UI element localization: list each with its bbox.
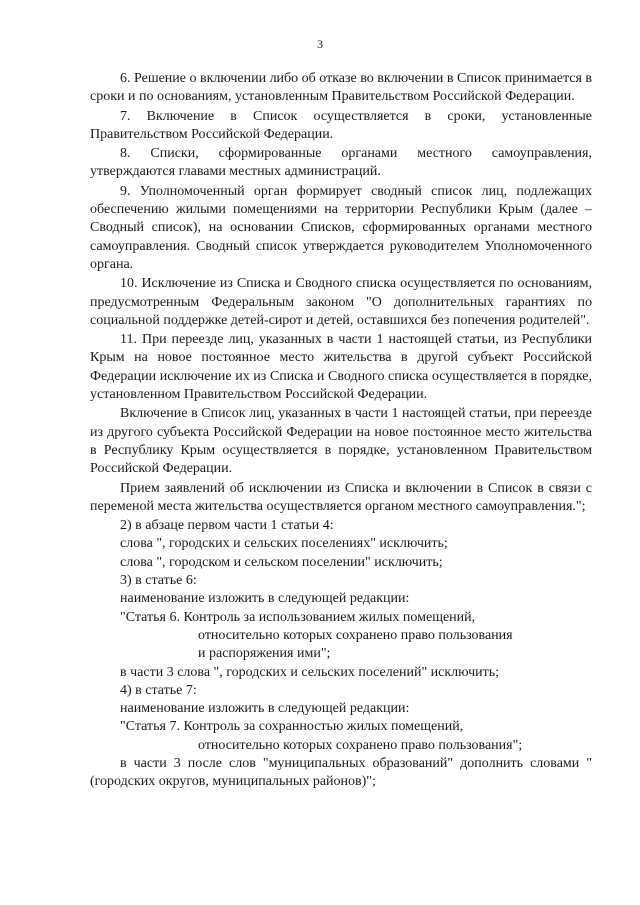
paragraph-item-7: 7. Включение в Список осуществляется в сроки, установленные Правительством Российской Федерации.	[90, 108, 592, 142]
amendment-line: в части 3 слова ", городских и сельских поселений" исключить;	[120, 664, 500, 680]
paragraph-item-9: 9. Уполномоченный орган формирует сводный список лиц, подлежащих обеспечению жилыми помещениями на территории Республики Крым (далее – Сводный список), на основании Списков, сформированных органами местного самоуправления. Сводный список утверждается руководителем Уполномоченного органа.	[90, 183, 592, 272]
page-number: 3	[317, 37, 323, 51]
amendment-line: слова ", городском и сельском поселении" исключить;	[120, 554, 443, 570]
paragraph-item-10: 10. Исключение из Списка и Сводного списка осуществляется по основаниям, предусмотренным Федеральным законом "О дополнительных гарантиях по социальной поддержке детей-сирот и детей, оставшихся без попечения родителей".	[90, 276, 592, 328]
paragraph-inclusion: Включение в Список лиц, указанных в части 1 настоящей статьи, при переезде из другого субъекта Российской Федерации на новое постоянное место жительства в Республику Крым осуществляется в порядке, установленном Правительством Российской Федерации.	[90, 406, 592, 477]
amendment-line: 2) в абзаце первом части 1 статьи 4:	[120, 518, 334, 534]
paragraph-item-6: 6. Решение о включении либо об отказе во включении в Список принимается в сроки и по основаниям, установленным Правительством Российской Федерации.	[90, 71, 593, 105]
article-title-line: и распоряжения ими";	[198, 646, 331, 662]
amendment-line: 3) в статье 6:	[120, 573, 197, 589]
document-body	[90, 70, 592, 793]
article-title-line: относительно которых сохранено право пользования";	[198, 737, 523, 753]
paragraph-applications: Прием заявлений об исключении из Списка и включении в Список в связи с переменой места жительства осуществляется органом местного самоуправления.";	[90, 480, 592, 514]
paragraph-item-8: 8. Списки, сформированные органами местного самоуправления, утверждаются главами местных администраций.	[90, 146, 592, 180]
article-title-line: "Статья 7. Контроль за сохранностью жилых помещений,	[120, 719, 464, 735]
amendment-line: слова ", городских и сельских поселениях" исключить;	[120, 536, 448, 552]
amendment-line: 4) в статье 7:	[120, 682, 197, 698]
paragraph-final: в части 3 после слов "муниципальных образований" дополнить словами "(городских округов, муниципальных районов)";	[90, 755, 592, 790]
paragraph-item-11: 11. При переезде лиц, указанных в части 1 настоящей статьи, из Республики Крым на новое постоянное место жительства в другой субъект Российской Федерации исключение их из Списка и Сводного списка осуществляется в порядке, установленном Правительством Российской Федерации.	[90, 332, 592, 403]
article-title-line: относительно которых сохранено право пользования	[198, 627, 513, 643]
amendment-line: наименование изложить в следующей редакции:	[120, 591, 410, 607]
amendment-line: наименование изложить в следующей редакции:	[120, 701, 410, 717]
article-title-line: "Статья 6. Контроль за использованием жилых помещений,	[120, 609, 476, 625]
